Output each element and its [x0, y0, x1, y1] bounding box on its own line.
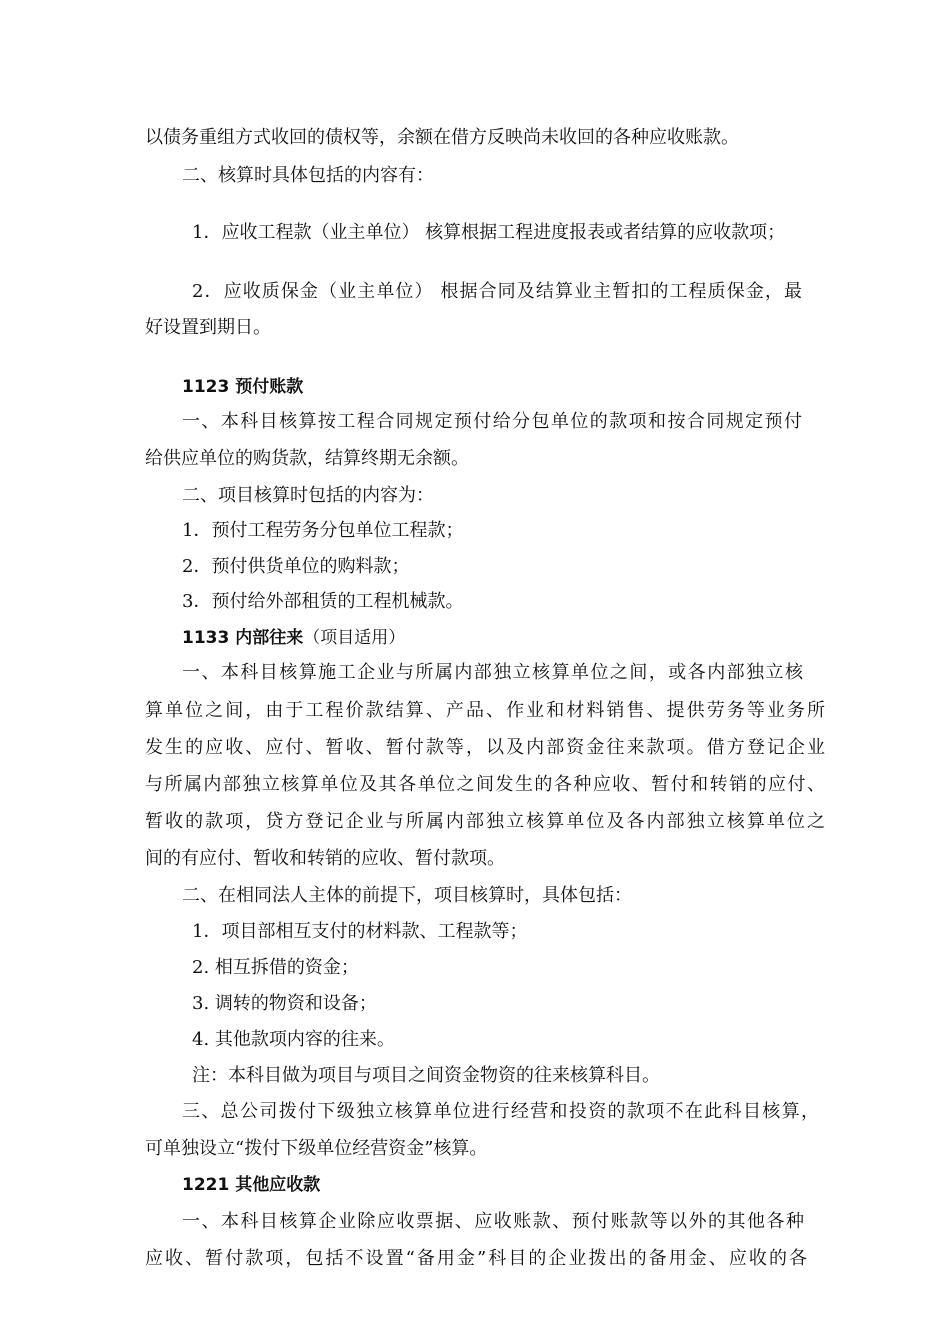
text-line: 二、在相同法人主体的前提下，项目核算时，具体包括： — [182, 885, 632, 906]
section-heading-1123: 1123 预付账款 — [182, 377, 304, 397]
section-heading-1221: 1221 其他应收款 — [182, 1175, 321, 1195]
text-line: 一、本科目核算按工程合同规定预付给分包单位的款项和按合同规定预付 — [182, 411, 802, 432]
text-line: 好设置到期日。 — [145, 317, 271, 338]
section-heading-1133 — [182, 626, 862, 650]
text-line: 一、本科目核算企业除应收票据、应收账款、预付账款等以外的其他各种 — [182, 1211, 804, 1232]
text-line: 一、本科目核算施工企业与所属内部独立核算单位之间，或各内部独立核 — [182, 662, 803, 683]
list-item: 4. 其他款项内容的往来。 — [192, 1029, 395, 1050]
text-line: 暂收的款项，贷方登记企业与所属内部独立核算单位及各内部独立核算单位之 — [145, 811, 825, 832]
text-line: 给供应单位的购货款，结算终期无余额。 — [145, 448, 469, 469]
list-item: 3. 调转的物资和设备； — [192, 993, 377, 1014]
text-line: 发生的应收、应付、暂收、暂付款等，以及内部资金往来款项。借方登记企业 — [145, 737, 825, 758]
list-item: 2．预付供货单位的购料款； — [182, 556, 410, 577]
note-line: 注：本科目做为项目与项目之间资金物资的往来核算科目。 — [192, 1065, 660, 1086]
text-line: 可单独设立“拨付下级单位经营资金”核算。 — [145, 1138, 488, 1159]
section-heading-code: 1133 内部往来 — [182, 628, 304, 648]
text-line: 与所属内部独立核算单位及其各单位之间发生的各种应收、暂付和转销的应付、 — [145, 774, 825, 795]
section-heading-note: （项目适用） — [303, 628, 406, 648]
list-item: 1．应收工程款（业主单位） 核算根据工程进度报表或者结算的应收款项； — [192, 222, 786, 243]
text-line: 以债务重组方式收回的债权等，余额在借方反映尚未收回的各种应收账款。 — [145, 127, 739, 148]
list-item: 1．预付工程劳务分包单位工程款； — [182, 520, 464, 541]
list-item: 2. 相互拆借的资金； — [192, 957, 359, 978]
text-line: 应收、暂付款项，包括不设置“备用金”科目的企业拨出的备用金、应收的各 — [145, 1248, 807, 1269]
text-line: 二、项目核算时包括的内容为： — [182, 485, 434, 506]
text-line: 三、总公司拨付下级独立核算单位进行经营和投资的款项不在此科目核算， — [182, 1101, 819, 1122]
list-item: 1．项目部相互支付的材料款、工程款等； — [192, 921, 528, 942]
list-item: 3．预付给外部租赁的工程机械款。 — [182, 591, 464, 612]
text-line: 二、核算时具体包括的内容有： — [182, 165, 434, 186]
text-line: 算单位之间，由于工程价款结算、产品、作业和材料销售、提供劳务等业务所 — [145, 700, 825, 721]
text-line: 间的有应付、暂收和转销的应收、暂付款项。 — [145, 848, 505, 869]
list-item: 2．应收质保金（业主单位） 根据合同及结算业主暂扣的工程质保金，最 — [192, 281, 802, 302]
